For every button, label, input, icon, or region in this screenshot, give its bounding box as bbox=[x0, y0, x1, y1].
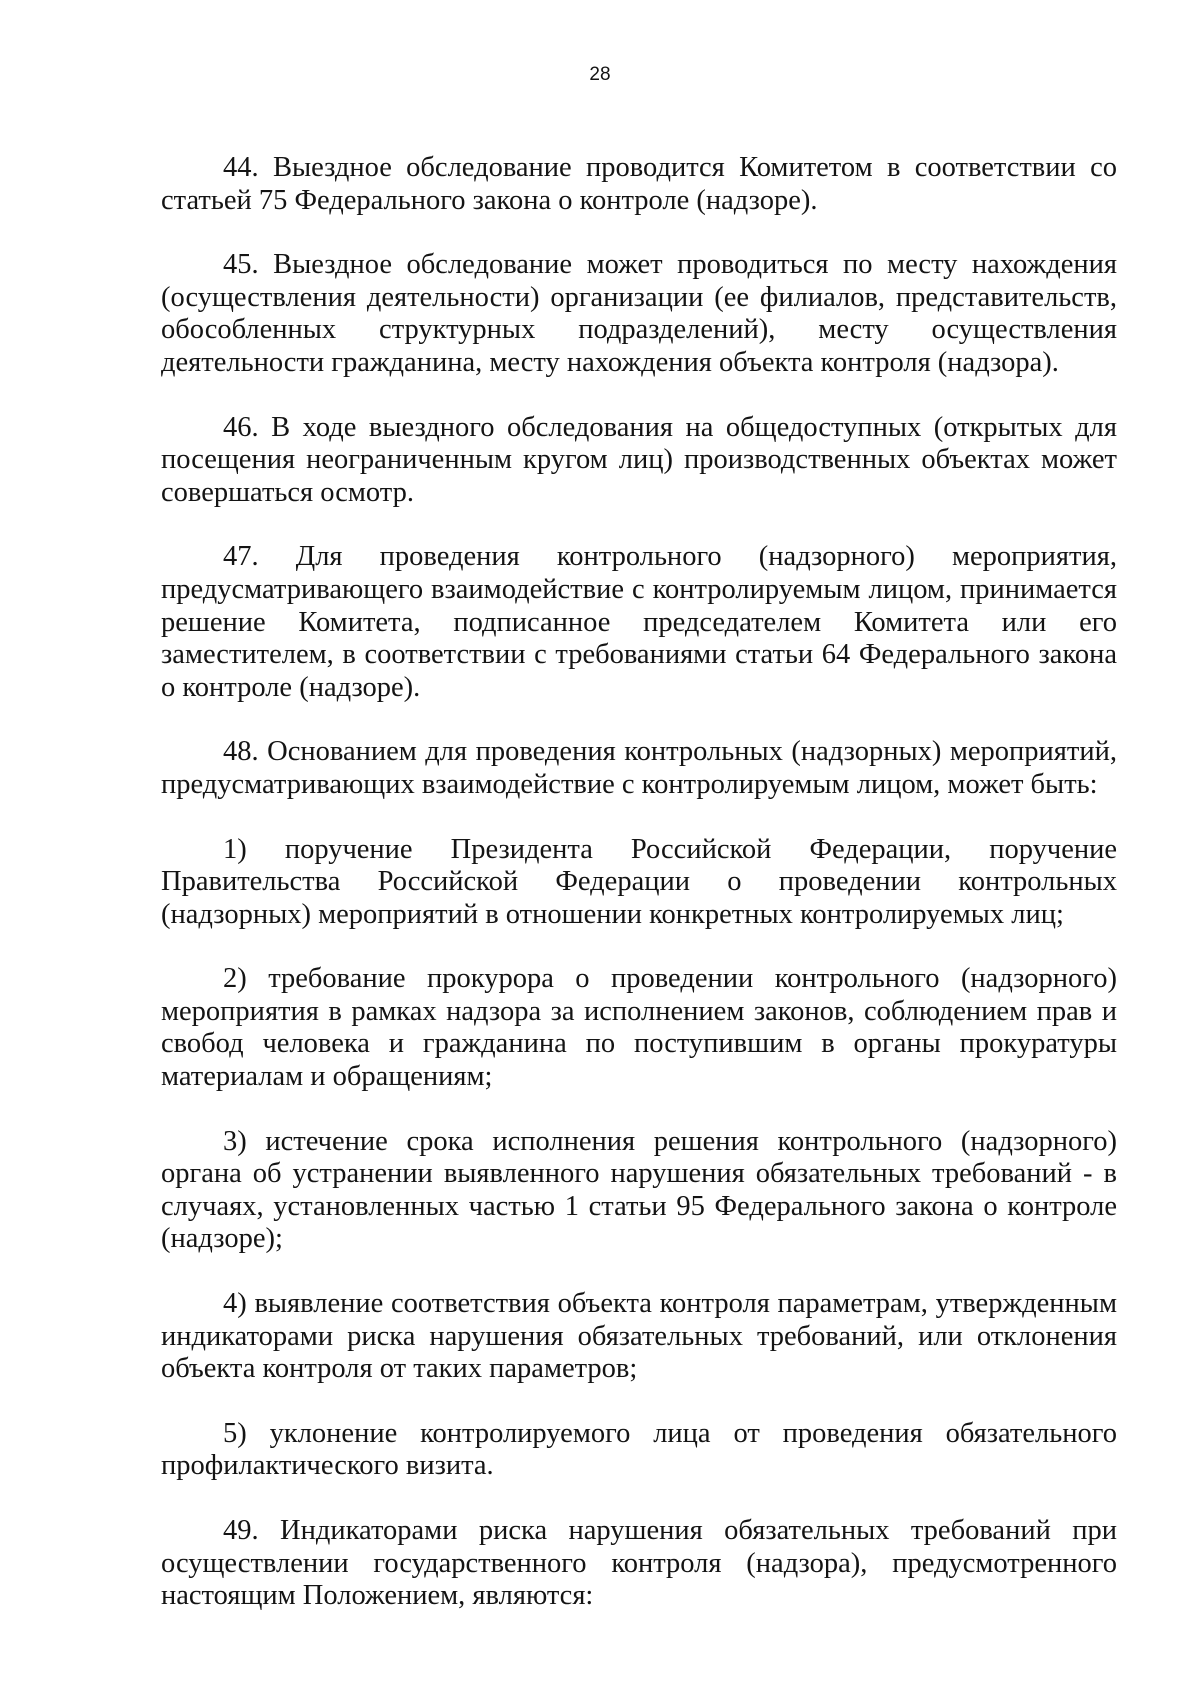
page-number: 28 bbox=[589, 64, 611, 85]
list-item-2: 2) требование прокурора о проведении контрольного (надзорного) мероприятия в рамках надзора за исполнением законов, соблюдением прав и свобод человека и гражданина по поступившим в органы прокуратуры материалам и обращениям; bbox=[161, 963, 1117, 1093]
document-body bbox=[161, 152, 1117, 1613]
paragraph-49: 49. Индикаторами риска нарушения обязательных требований при осуществлении государственного контроля (надзора), предусмотренного настоящим Положением, являются: bbox=[161, 1515, 1117, 1612]
list-item-3: 3) истечение срока исполнения решения контрольного (надзорного) органа об устранении выявленного нарушения обязательных требований - в случаях, установленных частью 1 статьи 95 Федерального закона о контроле (надзоре); bbox=[161, 1125, 1117, 1255]
paragraph-48: 48. Основанием для проведения контрольных (надзорных) мероприятий, предусматривающих взаимодействие с контролируемым лицом, может быть: bbox=[161, 736, 1117, 800]
list-item-5: 5) уклонение контролируемого лица от проведения обязательного профилактического визита. bbox=[161, 1417, 1117, 1482]
paragraph-44: 44. Выездное обследование проводится Комитетом в соответствии со статьей 75 Федерального закона о контроле (надзоре). bbox=[161, 152, 1117, 216]
paragraph-46: 46. В ходе выездного обследования на общедоступных (открытых для посещения неограниченным кругом лиц) производственных объектах может совершаться осмотр. bbox=[161, 411, 1117, 508]
list-item-4: 4) выявление соответствия объекта контроля параметрам, утвержденным индикаторами риска нарушения обязательных требований, или отклонения объекта контроля от таких параметров; bbox=[161, 1288, 1117, 1385]
paragraph-45: 45. Выездное обследование может проводиться по месту нахождения (осуществления деятельности) организации (ее филиалов, представительств, обособленных структурных подразделений), месту осуществления деятельности гражданина, месту нахождения объекта контроля (надзора). bbox=[161, 249, 1117, 378]
paragraph-47: 47. Для проведения контрольного (надзорного) мероприятия, предусматривающего взаимодействие с контролируемым лицом, принимается решение Комитета, подписанное председателем Комитета или его заместителем, в соответствии с требованиями статьи 64 Федерального закона о контроле (надзоре). bbox=[161, 541, 1117, 703]
list-item-1: 1) поручение Президента Российской Федерации, поручение Правительства Российской Федерации о проведении контрольных (надзорных) мероприятий в отношении конкретных контролируемых лиц; bbox=[161, 833, 1117, 930]
